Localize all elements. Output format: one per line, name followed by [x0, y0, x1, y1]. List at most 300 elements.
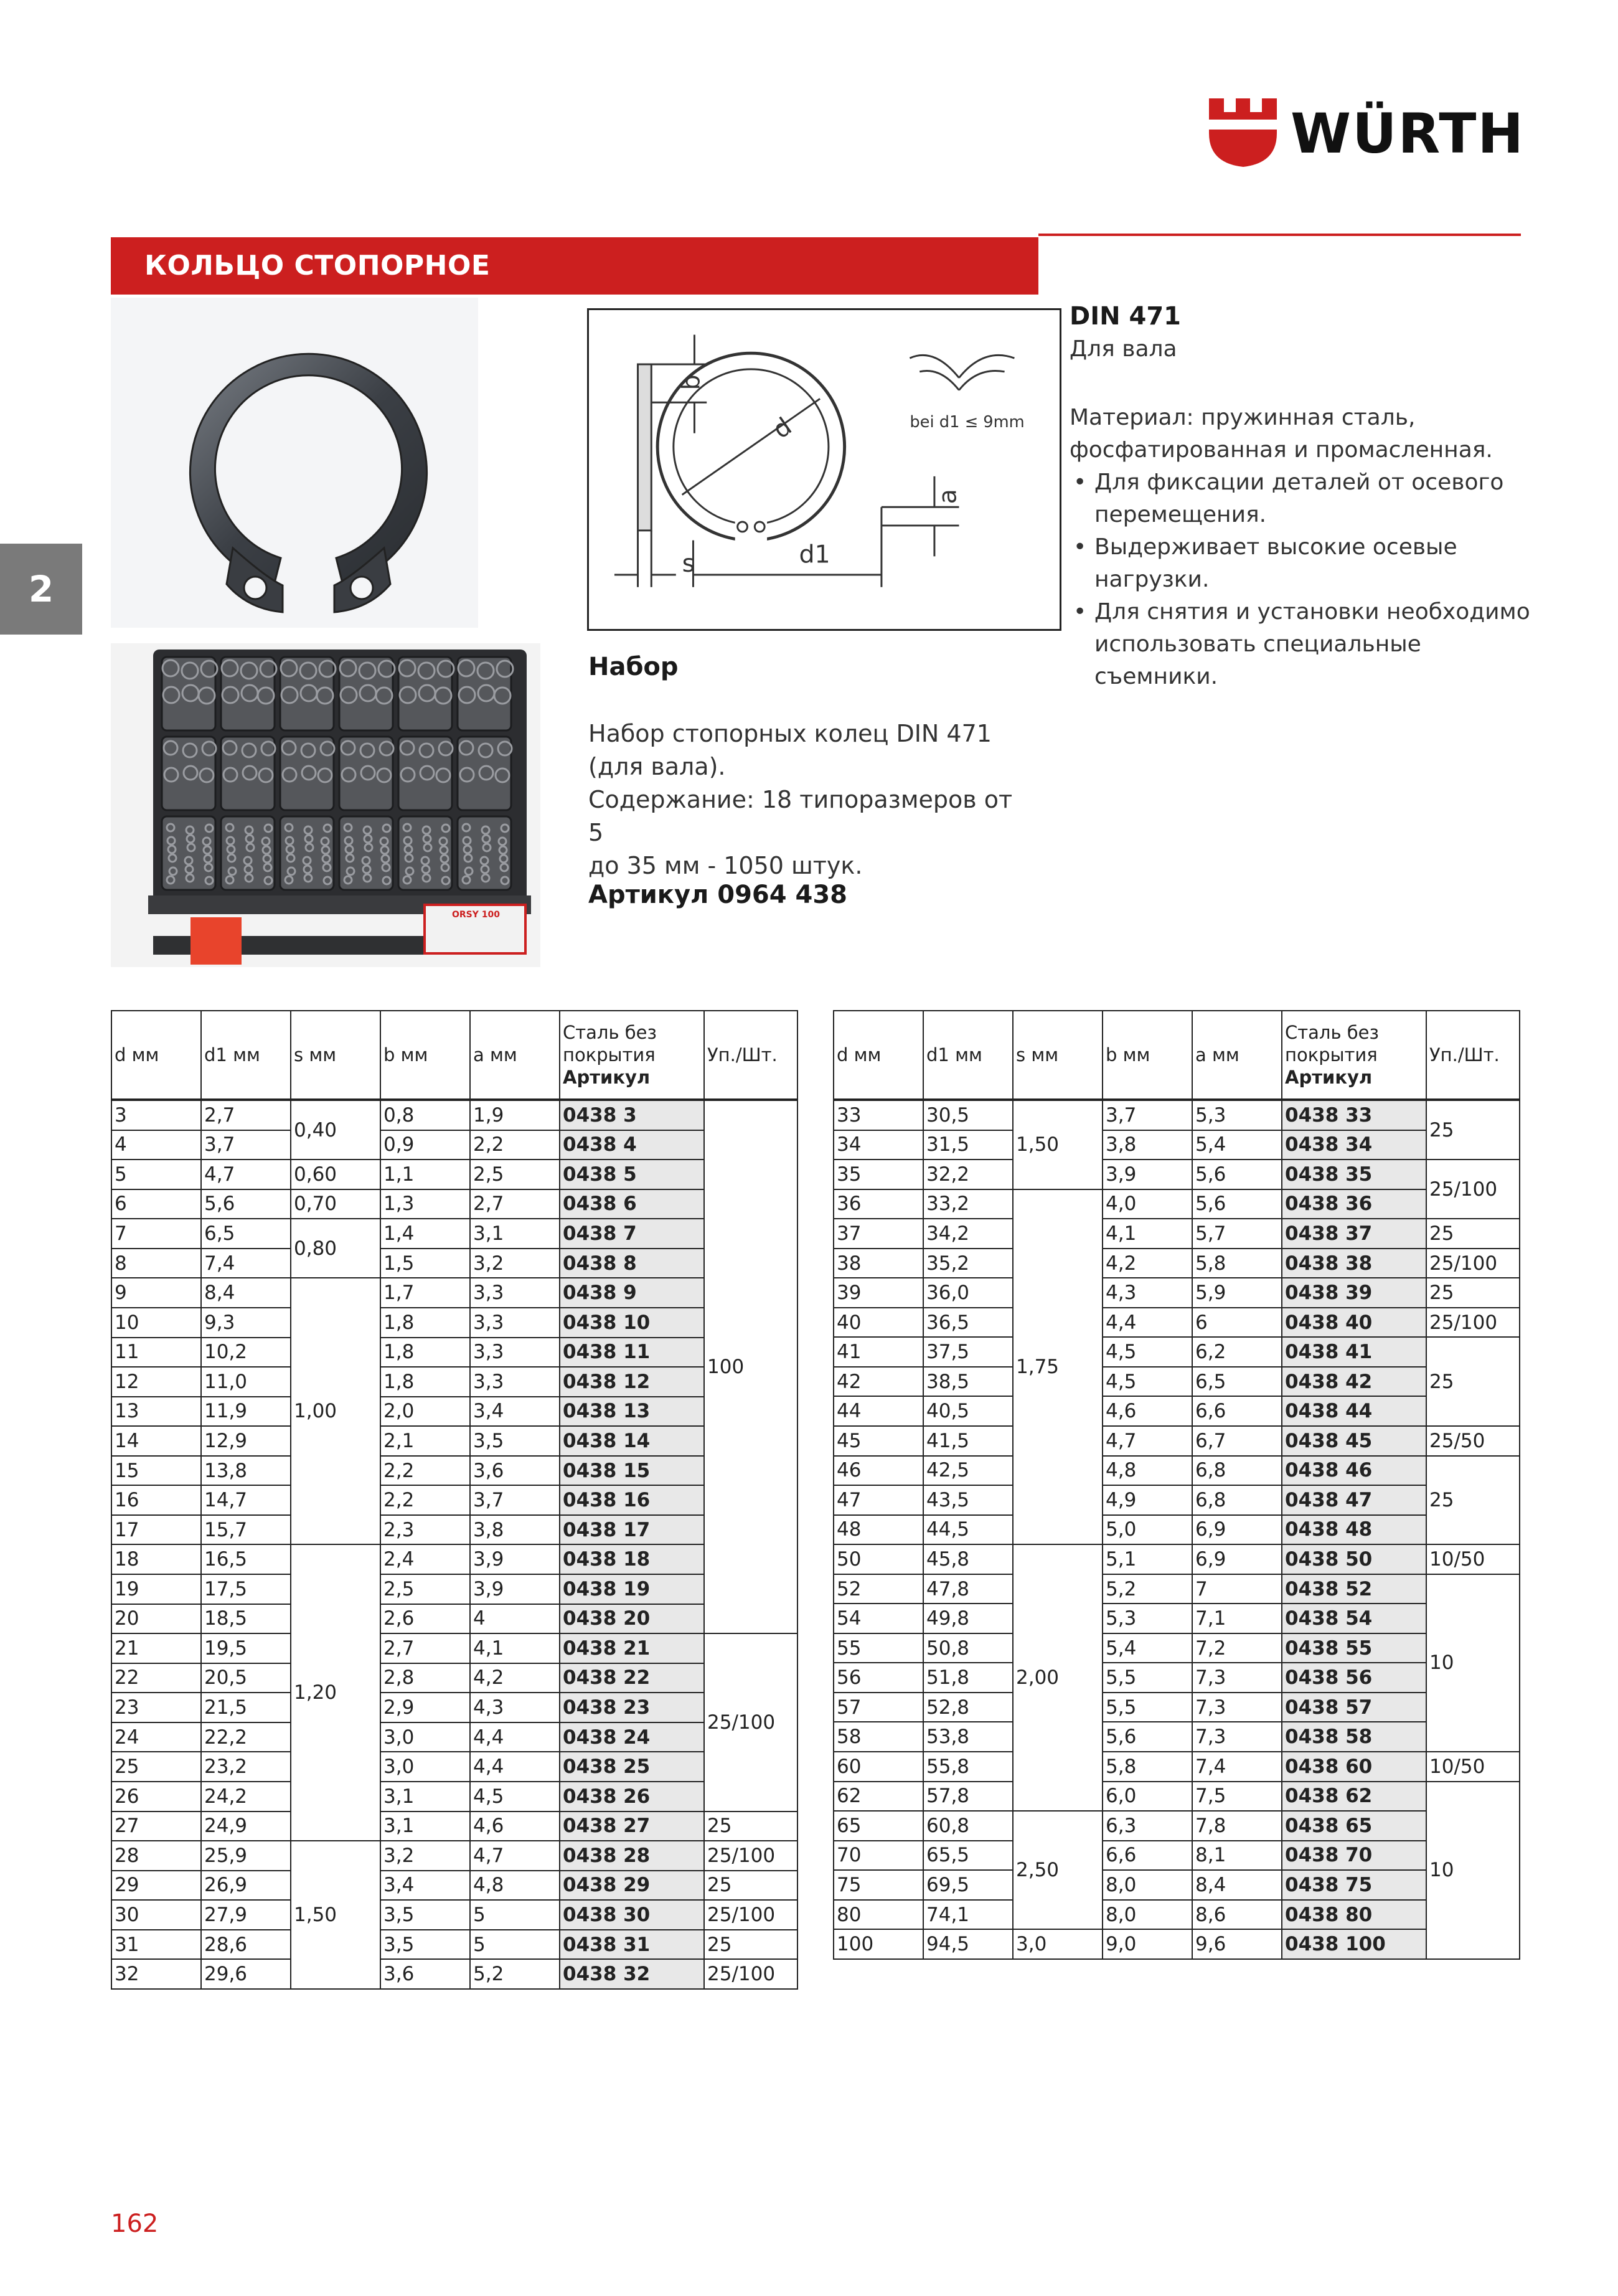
cell-a: 8,6 — [1192, 1900, 1282, 1930]
cell-d1: 3,7 — [201, 1130, 291, 1160]
table-row — [834, 1574, 1520, 1604]
cell-b: 1,8 — [380, 1367, 470, 1397]
cell-d1: 50,8 — [923, 1633, 1013, 1663]
cell-s: 1,00 — [291, 1278, 380, 1544]
cell-d1: 4,7 — [201, 1160, 291, 1189]
cell-d: 28 — [111, 1841, 201, 1871]
cell-pack: 25/100 — [1426, 1160, 1520, 1219]
table-row — [834, 1929, 1520, 1959]
table-row — [111, 1722, 797, 1752]
kit-desc-line: Набор стопорных колец DIN 471 — [588, 720, 992, 747]
cell-b: 4,9 — [1103, 1485, 1192, 1515]
table-row — [834, 1337, 1520, 1367]
col-header-d: d мм — [111, 1011, 201, 1100]
cell-b: 2,4 — [380, 1544, 470, 1574]
cell-a: 3,4 — [470, 1397, 560, 1427]
col-header-s: s мм — [291, 1011, 380, 1100]
col-header-b: b мм — [380, 1011, 470, 1100]
cell-art: 0438 11 — [560, 1338, 704, 1368]
cell-d: 42 — [834, 1367, 923, 1397]
cell-a: 3,8 — [470, 1515, 560, 1545]
ring-dimension-diagram — [587, 308, 1061, 631]
cell-a: 1,9 — [470, 1100, 560, 1130]
cell-pack: 25 — [1426, 1337, 1520, 1426]
cell-art: 0438 39 — [1282, 1278, 1426, 1308]
cell-art: 0438 58 — [1282, 1722, 1426, 1752]
cell-art: 0438 21 — [560, 1633, 704, 1663]
kit-description — [588, 717, 1024, 882]
cell-a: 4,4 — [470, 1722, 560, 1752]
cell-pack: 25/100 — [1426, 1249, 1520, 1278]
cell-s: 2,00 — [1013, 1544, 1103, 1811]
cell-d: 36 — [834, 1189, 923, 1219]
cell-d: 21 — [111, 1633, 201, 1663]
cell-pack: 10/50 — [1426, 1544, 1520, 1574]
cell-a: 4,1 — [470, 1633, 560, 1663]
table-row — [111, 1871, 797, 1901]
cell-d: 25 — [111, 1752, 201, 1782]
cell-pack: 25 — [704, 1871, 797, 1901]
col-header-pack: Уп./Шт. — [1426, 1011, 1520, 1100]
cell-b: 5,3 — [1103, 1604, 1192, 1633]
cell-b: 5,2 — [1103, 1574, 1192, 1604]
cell-art: 0438 5 — [560, 1160, 704, 1189]
table-row — [834, 1485, 1520, 1515]
cell-b: 2,6 — [380, 1604, 470, 1634]
cell-d: 20 — [111, 1604, 201, 1634]
cell-pack: 25/100 — [704, 1959, 797, 1989]
table-row — [834, 1900, 1520, 1930]
cell-b: 5,6 — [1103, 1722, 1192, 1752]
cell-art: 0438 9 — [560, 1278, 704, 1308]
label-d: d — [768, 412, 797, 445]
table-row — [111, 1397, 797, 1427]
kit-desc-line: Содержание: 18 типоразмеров от 5 — [588, 786, 1013, 846]
cell-a: 5,4 — [1192, 1130, 1282, 1160]
cell-d1: 52,8 — [923, 1693, 1013, 1722]
cell-a: 6 — [1192, 1308, 1282, 1338]
cell-a: 5,6 — [1192, 1160, 1282, 1189]
cell-b: 5,0 — [1103, 1515, 1192, 1545]
cell-d1: 44,5 — [923, 1515, 1013, 1545]
table-row — [111, 1574, 797, 1604]
cell-d: 9 — [111, 1278, 201, 1308]
usage-text: Для вала — [1070, 336, 1177, 362]
cell-a: 2,5 — [470, 1160, 560, 1189]
cell-b: 3,7 — [1103, 1100, 1192, 1130]
cell-art: 0438 4 — [560, 1130, 704, 1160]
cell-art: 0438 31 — [560, 1930, 704, 1960]
cell-a: 5,7 — [1192, 1219, 1282, 1249]
cell-d: 10 — [111, 1308, 201, 1338]
cell-pack: 25/100 — [704, 1841, 797, 1871]
cell-d: 57 — [834, 1693, 923, 1722]
cell-d1: 9,3 — [201, 1308, 291, 1338]
cell-art: 0438 38 — [1282, 1249, 1426, 1278]
table-row — [111, 1544, 797, 1574]
cell-pack: 25 — [704, 1812, 797, 1841]
cell-s: 3,0 — [1013, 1929, 1103, 1959]
cell-a: 4,3 — [470, 1693, 560, 1722]
cell-d1: 16,5 — [201, 1544, 291, 1574]
cell-d1: 6,5 — [201, 1219, 291, 1249]
section-tab[interactable]: 2 — [0, 544, 82, 635]
cell-b: 1,8 — [380, 1338, 470, 1368]
cell-d1: 45,8 — [923, 1544, 1013, 1574]
cell-d: 38 — [834, 1249, 923, 1278]
cell-art: 0438 23 — [560, 1693, 704, 1722]
cell-a: 7,8 — [1192, 1811, 1282, 1841]
cell-a: 7,3 — [1192, 1693, 1282, 1722]
table-row — [834, 1249, 1520, 1278]
cell-s: 0,40 — [291, 1100, 380, 1160]
col-header-d1: d1 мм — [201, 1011, 291, 1100]
cell-pack: 25/100 — [704, 1633, 797, 1811]
cell-b: 2,7 — [380, 1633, 470, 1663]
cell-d1: 28,6 — [201, 1930, 291, 1960]
cell-a: 4,5 — [470, 1782, 560, 1812]
cell-d: 5 — [111, 1160, 201, 1189]
cell-art: 0438 57 — [1282, 1693, 1426, 1722]
kit-desc-line: до 35 мм - 1050 штук. — [588, 852, 863, 879]
cell-d: 46 — [834, 1456, 923, 1486]
cell-d: 39 — [834, 1278, 923, 1308]
cell-pack: 25 — [1426, 1278, 1520, 1308]
cell-d1: 24,2 — [201, 1782, 291, 1812]
cell-art: 0438 50 — [1282, 1544, 1426, 1574]
table-row — [111, 1219, 797, 1249]
cell-a: 5,9 — [1192, 1278, 1282, 1308]
cell-b: 4,4 — [1103, 1308, 1192, 1338]
table-row — [834, 1219, 1520, 1249]
cell-b: 3,6 — [380, 1959, 470, 1989]
kit-title: Набор — [588, 653, 679, 681]
cell-a: 3,3 — [470, 1278, 560, 1308]
cell-a: 6,7 — [1192, 1426, 1282, 1456]
cell-a: 3,1 — [470, 1219, 560, 1249]
cell-art: 0438 80 — [1282, 1900, 1426, 1930]
cell-art: 0438 26 — [560, 1782, 704, 1812]
cell-pack: 10/50 — [1426, 1752, 1520, 1782]
cell-d1: 94,5 — [923, 1929, 1013, 1959]
cell-d1: 15,7 — [201, 1515, 291, 1545]
table-row — [834, 1308, 1520, 1338]
cell-d1: 49,8 — [923, 1604, 1013, 1633]
cell-pack: 25 — [704, 1930, 797, 1960]
cell-d: 58 — [834, 1722, 923, 1752]
table-row — [834, 1663, 1520, 1693]
cell-d1: 24,9 — [201, 1812, 291, 1841]
cell-d: 30 — [111, 1900, 201, 1930]
cell-b: 9,0 — [1103, 1929, 1192, 1959]
cell-d1: 74,1 — [923, 1900, 1013, 1930]
cell-art: 0438 56 — [1282, 1663, 1426, 1693]
label-a: a — [933, 489, 962, 504]
cell-d: 100 — [834, 1929, 923, 1959]
cell-d1: 55,8 — [923, 1752, 1013, 1782]
cell-d: 48 — [834, 1515, 923, 1545]
table-row — [834, 1160, 1520, 1189]
cell-b: 2,2 — [380, 1456, 470, 1486]
spec-table-left — [111, 1010, 798, 1990]
cell-s: 0,60 — [291, 1160, 380, 1189]
cell-pack: 25/50 — [1426, 1426, 1520, 1456]
table-row — [111, 1663, 797, 1693]
table-row — [834, 1782, 1520, 1812]
cell-d: 14 — [111, 1426, 201, 1456]
cell-pack: 10 — [1426, 1782, 1520, 1959]
cell-d1: 69,5 — [923, 1870, 1013, 1900]
page-title: КОЛЬЦО СТОПОРНОЕ — [144, 250, 491, 281]
cell-b: 2,9 — [380, 1693, 470, 1722]
col-header-article: Сталь без покрытия Артикул — [560, 1011, 704, 1100]
cell-d1: 23,2 — [201, 1752, 291, 1782]
cell-d: 7 — [111, 1219, 201, 1249]
cell-d1: 8,4 — [201, 1278, 291, 1308]
table-row — [111, 1367, 797, 1397]
cell-a: 5,2 — [470, 1959, 560, 1989]
cell-d: 8 — [111, 1249, 201, 1278]
cell-d1: 30,5 — [923, 1100, 1013, 1130]
cell-d1: 18,5 — [201, 1604, 291, 1634]
cell-b: 2,2 — [380, 1485, 470, 1515]
cell-d: 55 — [834, 1633, 923, 1663]
cell-d1: 14,7 — [201, 1485, 291, 1515]
table-row — [834, 1426, 1520, 1456]
cell-a: 8,1 — [1192, 1841, 1282, 1871]
cell-s: 1,50 — [291, 1841, 380, 1989]
label-b: b — [677, 374, 706, 390]
cell-a: 5 — [470, 1930, 560, 1960]
cell-a: 3,7 — [470, 1485, 560, 1515]
cell-art: 0438 20 — [560, 1604, 704, 1634]
cell-a: 4 — [470, 1604, 560, 1634]
cell-d1: 5,6 — [201, 1189, 291, 1219]
cell-d: 11 — [111, 1338, 201, 1368]
cell-b: 6,0 — [1103, 1782, 1192, 1812]
cell-a: 3,2 — [470, 1249, 560, 1278]
cell-art: 0438 18 — [560, 1544, 704, 1574]
material-text: Материал: пружинная сталь, фосфатированная и промасленная. — [1070, 405, 1493, 463]
cell-d: 34 — [834, 1130, 923, 1160]
cell-a: 6,5 — [1192, 1367, 1282, 1397]
table-row — [834, 1100, 1520, 1130]
cell-pack: 10 — [1426, 1574, 1520, 1752]
cell-d: 12 — [111, 1367, 201, 1397]
kit-article: Артикул 0964 438 — [588, 881, 847, 909]
cell-s: 1,75 — [1013, 1189, 1103, 1545]
cell-d1: 53,8 — [923, 1722, 1013, 1752]
cell-b: 0,9 — [380, 1130, 470, 1160]
cell-art: 0438 24 — [560, 1722, 704, 1752]
cell-art: 0438 15 — [560, 1456, 704, 1486]
cell-d1: 34,2 — [923, 1219, 1013, 1249]
cell-pack: 25 — [1426, 1219, 1520, 1249]
table-row — [834, 1367, 1520, 1397]
cell-d: 62 — [834, 1782, 923, 1812]
cell-a: 6,9 — [1192, 1544, 1282, 1574]
table-row — [834, 1870, 1520, 1900]
cell-d: 27 — [111, 1812, 201, 1841]
cell-b: 3,1 — [380, 1812, 470, 1841]
feature-list — [1070, 466, 1543, 693]
cell-a: 9,6 — [1192, 1929, 1282, 1959]
cell-art: 0438 44 — [1282, 1396, 1426, 1426]
cell-d: 37 — [834, 1219, 923, 1249]
cell-b: 6,3 — [1103, 1811, 1192, 1841]
cell-d1: 57,8 — [923, 1782, 1013, 1812]
cell-a: 7,3 — [1192, 1663, 1282, 1693]
cell-pack: 25 — [1426, 1100, 1520, 1160]
table-row — [834, 1396, 1520, 1426]
cell-d1: 2,7 — [201, 1100, 291, 1130]
cell-art: 0438 37 — [1282, 1219, 1426, 1249]
kit-desc-line: (для вала). — [588, 753, 726, 780]
cell-art: 0438 19 — [560, 1574, 704, 1604]
cell-d: 33 — [834, 1100, 923, 1130]
cell-b: 1,7 — [380, 1278, 470, 1308]
cell-art: 0438 40 — [1282, 1308, 1426, 1338]
cell-d1: 35,2 — [923, 1249, 1013, 1278]
col-header-a: a мм — [1192, 1011, 1282, 1100]
label-s: s — [682, 549, 695, 579]
cell-art: 0438 29 — [560, 1871, 704, 1901]
table-row — [111, 1604, 797, 1634]
cell-d1: 47,8 — [923, 1574, 1013, 1604]
cell-a: 3,6 — [470, 1456, 560, 1486]
cell-art: 0438 25 — [560, 1752, 704, 1782]
cell-a: 6,6 — [1192, 1396, 1282, 1426]
cell-a: 5,6 — [1192, 1189, 1282, 1219]
table-row — [111, 1515, 797, 1545]
cell-a: 7,5 — [1192, 1782, 1282, 1812]
cell-d: 75 — [834, 1870, 923, 1900]
cell-art: 0438 55 — [1282, 1633, 1426, 1663]
cell-art: 0438 65 — [1282, 1811, 1426, 1841]
cell-art: 0438 17 — [560, 1515, 704, 1545]
cell-a: 6,2 — [1192, 1337, 1282, 1367]
cell-b: 4,5 — [1103, 1367, 1192, 1397]
table-row — [834, 1811, 1520, 1841]
cell-b: 4,5 — [1103, 1337, 1192, 1367]
cell-d: 32 — [111, 1959, 201, 1989]
cell-pack: 25/100 — [704, 1900, 797, 1930]
cell-b: 5,1 — [1103, 1544, 1192, 1574]
cell-a: 6,8 — [1192, 1485, 1282, 1515]
cell-d: 22 — [111, 1663, 201, 1693]
cell-art: 0438 45 — [1282, 1426, 1426, 1456]
cell-d: 18 — [111, 1544, 201, 1574]
table-row — [111, 1338, 797, 1368]
cell-art: 0438 33 — [1282, 1100, 1426, 1130]
feature-item: • Для фиксации деталей от осевого перемещения. — [1070, 466, 1543, 531]
cell-d1: 40,5 — [923, 1396, 1013, 1426]
cell-d1: 21,5 — [201, 1693, 291, 1722]
cell-b: 2,1 — [380, 1426, 470, 1456]
ring-assortment-case-photo — [111, 643, 540, 967]
cell-d: 3 — [111, 1100, 201, 1130]
cell-a: 4,2 — [470, 1663, 560, 1693]
cell-a: 7,4 — [1192, 1752, 1282, 1782]
cell-d: 17 — [111, 1515, 201, 1545]
table-row — [111, 1485, 797, 1515]
cell-art: 0438 42 — [1282, 1367, 1426, 1397]
cell-b: 3,0 — [380, 1752, 470, 1782]
cell-d1: 17,5 — [201, 1574, 291, 1604]
cell-b: 3,1 — [380, 1782, 470, 1812]
cell-b: 2,0 — [380, 1397, 470, 1427]
cell-art: 0438 75 — [1282, 1870, 1426, 1900]
table-row — [111, 1426, 797, 1456]
cell-art: 0438 47 — [1282, 1485, 1426, 1515]
cell-d1: 19,5 — [201, 1633, 291, 1663]
cell-a: 2,7 — [470, 1189, 560, 1219]
cell-art: 0438 7 — [560, 1219, 704, 1249]
table-row — [111, 1900, 797, 1930]
table-row — [834, 1604, 1520, 1633]
cell-d1: 38,5 — [923, 1367, 1013, 1397]
cell-a: 2,2 — [470, 1130, 560, 1160]
col-header-d1: d1 мм — [923, 1011, 1013, 1100]
cell-a: 4,7 — [470, 1841, 560, 1871]
cell-b: 4,8 — [1103, 1456, 1192, 1486]
cell-d: 26 — [111, 1782, 201, 1812]
cell-b: 1,5 — [380, 1249, 470, 1278]
cell-b: 3,0 — [380, 1722, 470, 1752]
cell-a: 7,1 — [1192, 1604, 1282, 1633]
feature-item: • Для снятия и установки необходимо использовать специальные съемники. — [1070, 596, 1543, 693]
cell-d1: 37,5 — [923, 1337, 1013, 1367]
cell-art: 0438 30 — [560, 1900, 704, 1930]
cell-a: 5 — [470, 1900, 560, 1930]
cell-d1: 11,9 — [201, 1397, 291, 1427]
table-row — [111, 1693, 797, 1722]
cell-b: 2,5 — [380, 1574, 470, 1604]
cell-d1: 42,5 — [923, 1456, 1013, 1486]
cell-d: 45 — [834, 1426, 923, 1456]
cell-art: 0438 12 — [560, 1367, 704, 1397]
cell-d1: 20,5 — [201, 1663, 291, 1693]
cell-art: 0438 6 — [560, 1189, 704, 1219]
cell-a: 7,3 — [1192, 1722, 1282, 1752]
cell-d: 4 — [111, 1130, 201, 1160]
table-row — [111, 1959, 797, 1989]
cell-b: 4,0 — [1103, 1189, 1192, 1219]
table-row — [834, 1841, 1520, 1871]
cell-d: 40 — [834, 1308, 923, 1338]
table-row — [834, 1130, 1520, 1160]
cell-d: 70 — [834, 1841, 923, 1871]
table-row — [111, 1841, 797, 1871]
cell-a: 3,9 — [470, 1544, 560, 1574]
cell-art: 0438 70 — [1282, 1841, 1426, 1871]
cell-d: 23 — [111, 1693, 201, 1722]
cell-b: 1,8 — [380, 1308, 470, 1338]
cell-art: 0438 14 — [560, 1426, 704, 1456]
table-row — [111, 1160, 797, 1189]
cell-a: 5,8 — [1192, 1249, 1282, 1278]
table-row — [111, 1130, 797, 1160]
cell-b: 5,4 — [1103, 1633, 1192, 1663]
cell-d1: 36,5 — [923, 1308, 1013, 1338]
cell-a: 4,6 — [470, 1812, 560, 1841]
cell-b: 1,4 — [380, 1219, 470, 1249]
table-row — [111, 1100, 797, 1130]
cell-d: 16 — [111, 1485, 201, 1515]
cell-art: 0438 62 — [1282, 1782, 1426, 1812]
cell-b: 8,0 — [1103, 1900, 1192, 1930]
cell-b: 3,2 — [380, 1841, 470, 1871]
